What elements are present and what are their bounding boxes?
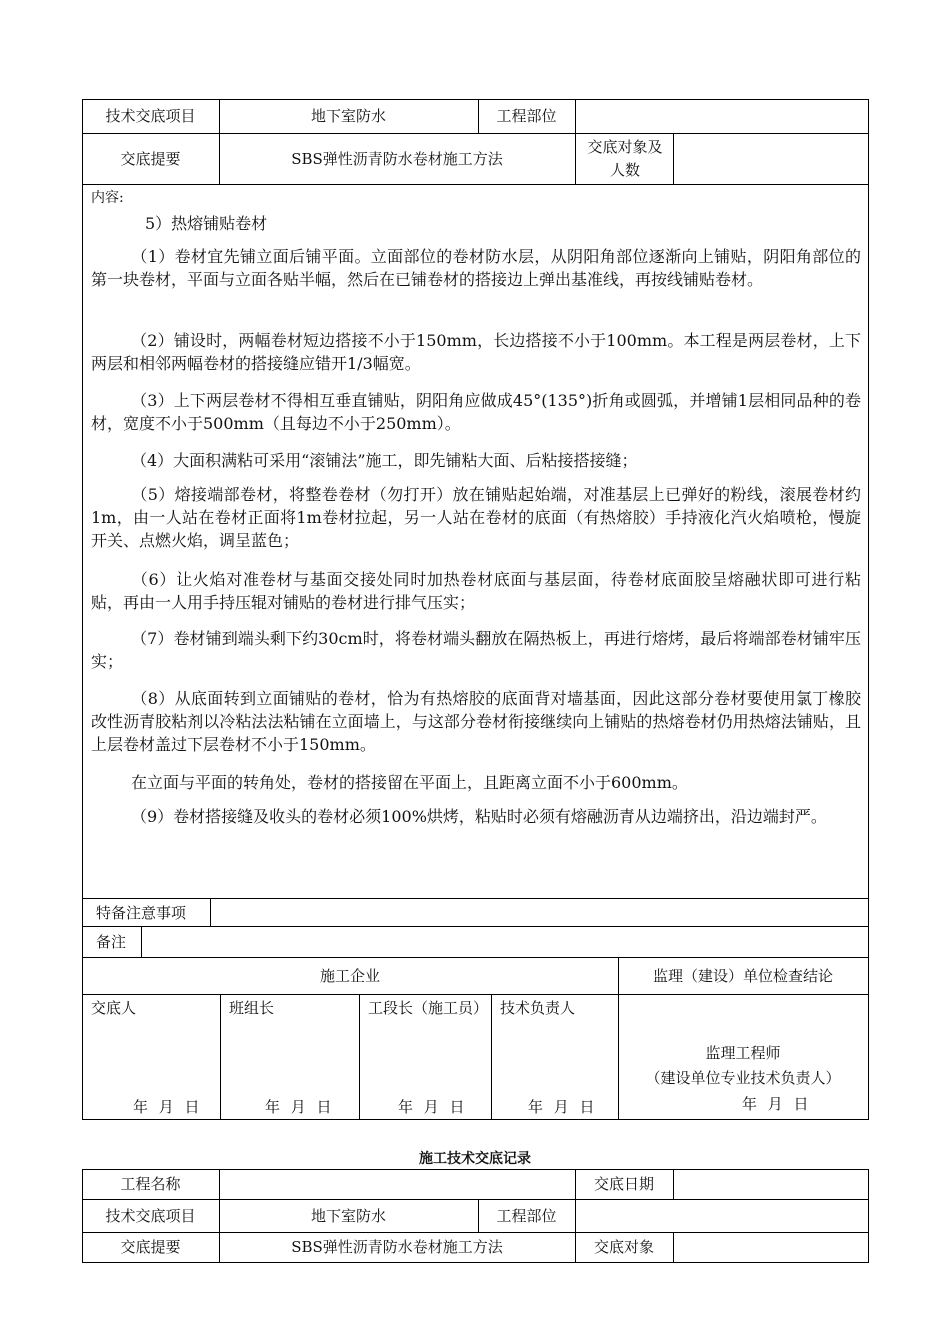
date-tech-lead: 年 月 日 — [528, 1098, 595, 1116]
paragraph-6: （6）让火焰对准卷材与基面交接处同时加热卷材底面与基层面，待卷材底面胶呈熔融状即可进行粘贴，再由一人用手持压辊对铺贴的卷材进行排气压实； — [91, 570, 861, 612]
special-notes-label: 特备注意事项 — [96, 904, 187, 922]
supervisor-engineer: 监理工程师 — [705, 1044, 781, 1062]
remarks-label: 备注 — [96, 933, 127, 951]
summary-label: 交底提要 — [120, 149, 181, 168]
paragraph-5: （5）熔接端部卷材，将整卷卷材（勿打开）放在铺贴起始端，对准基层上已弹好的粉线，滚展卷材约1m，由一人站在卷材正面将1m卷材拉起，另一人站在卷材的底面（有热熔胶）手持液化汽火焰喷枪，慢旋开关、点燃火焰，调呈蓝色； — [91, 485, 861, 550]
t2-project-name-label: 工程名称 — [120, 1175, 181, 1193]
paragraph-1: （1）卷材宜先铺立面后铺平面。立面部位的卷材防水层，从阴阳角部位逐渐向上铺贴，阴阳角部位的第一块卷材，平面与立面各贴半幅，然后在已铺卷材的搭接边上弹出基准线，再按线铺贴卷材。 — [91, 247, 861, 289]
record-title: 施工技术交底记录 — [419, 1151, 531, 1167]
t2-date-value — [673, 1169, 868, 1199]
team-leader-label: 班组长 — [229, 999, 275, 1017]
project-value: 地下室防水 — [310, 107, 386, 125]
date-section-chief: 年 月 日 — [398, 1098, 465, 1116]
paragraph-3: （3）上下两层卷材不得相互垂直铺贴，阴阳角应做成45°(135°)折角或圆弧，并增铺1层相同品种的卷材，宽度不小于500mm（且每边不小于250mm）。 — [91, 391, 861, 433]
t2-target-label: 交底对象 — [593, 1238, 654, 1256]
construction-company-label: 施工企业 — [319, 966, 380, 985]
paragraph-corner: 在立面与平面的转角处，卷材的搭接留在平面上，且距离立面不小于600mm。 — [131, 773, 688, 792]
paragraph-8: （8）从底面转到立面铺贴的卷材，恰为有热熔胶的底面背对墙基面，因此这部分卷材要使用氯丁橡胶改性沥青胶粘剂以冷粘法法粘铺在立面墙上，与这部分卷材衔接继续向上铺贴的热熔卷材仍用热熔法铺贴，且上层卷材盖过下层卷材不小于150mm。 — [91, 689, 861, 754]
t2-project-label: 技术交底项目 — [105, 1206, 196, 1225]
location-label: 工程部位 — [496, 107, 557, 125]
target-label: 交底对象及人数 — [587, 137, 663, 179]
date-supervisor: 年 月 日 — [742, 1095, 809, 1113]
paragraph-7: （7）卷材铺到端头剩下约30cm时，将卷材端头翻放在隔热板上，再进行熔烤，最后将端部卷材铺牢压实； — [91, 629, 861, 671]
content-label: 内容: — [91, 190, 124, 206]
summary-value: SBS弹性沥青防水卷材施工方法 — [291, 149, 503, 168]
location-value — [575, 99, 868, 133]
t2-project-value: 地下室防水 — [310, 1206, 386, 1225]
discloser-label: 交底人 — [91, 999, 137, 1017]
supervisor-note: （建设单位专业技术负责人） — [645, 1069, 841, 1087]
paragraph-9: （9）卷材搭接缝及收头的卷材必须100%烘烤，粘贴时必须有熔融沥青从边端挤出，沿边端封严。 — [131, 807, 827, 826]
t2-summary-value: SBS弹性沥青防水卷材施工方法 — [291, 1238, 503, 1256]
paragraph-4: （4）大面积满粘可采用“滚铺法”施工，即先铺粘大面、后粘接搭接缝； — [131, 451, 638, 470]
tech-lead-label: 技术负责人 — [500, 999, 576, 1017]
date-discloser: 年 月 日 — [133, 1098, 200, 1116]
paragraph-2: （2）铺设时，两幅卷材短边搭接不小于150mm，长边搭接不小于100mm。本工程是两层卷材，上下两层和相邻两幅卷材的搭接缝应错开1/3幅宽。 — [91, 331, 861, 373]
supervision-label: 监理（建设）单位检查结论 — [652, 966, 833, 985]
section-chief-label: 工段长（施工员） — [368, 999, 489, 1017]
t2-target-value — [673, 1232, 868, 1262]
content-heading: 5）热熔铺贴卷材 — [145, 214, 268, 233]
t2-location-label: 工程部位 — [496, 1206, 557, 1225]
t2-date-label: 交底日期 — [593, 1175, 654, 1193]
t2-location-value — [575, 1199, 868, 1232]
date-team-leader: 年 月 日 — [265, 1098, 332, 1116]
project-label: 技术交底项目 — [105, 107, 196, 125]
target-value — [673, 133, 868, 184]
t2-project-name-value — [219, 1169, 575, 1199]
t2-summary-label: 交底提要 — [120, 1238, 181, 1256]
